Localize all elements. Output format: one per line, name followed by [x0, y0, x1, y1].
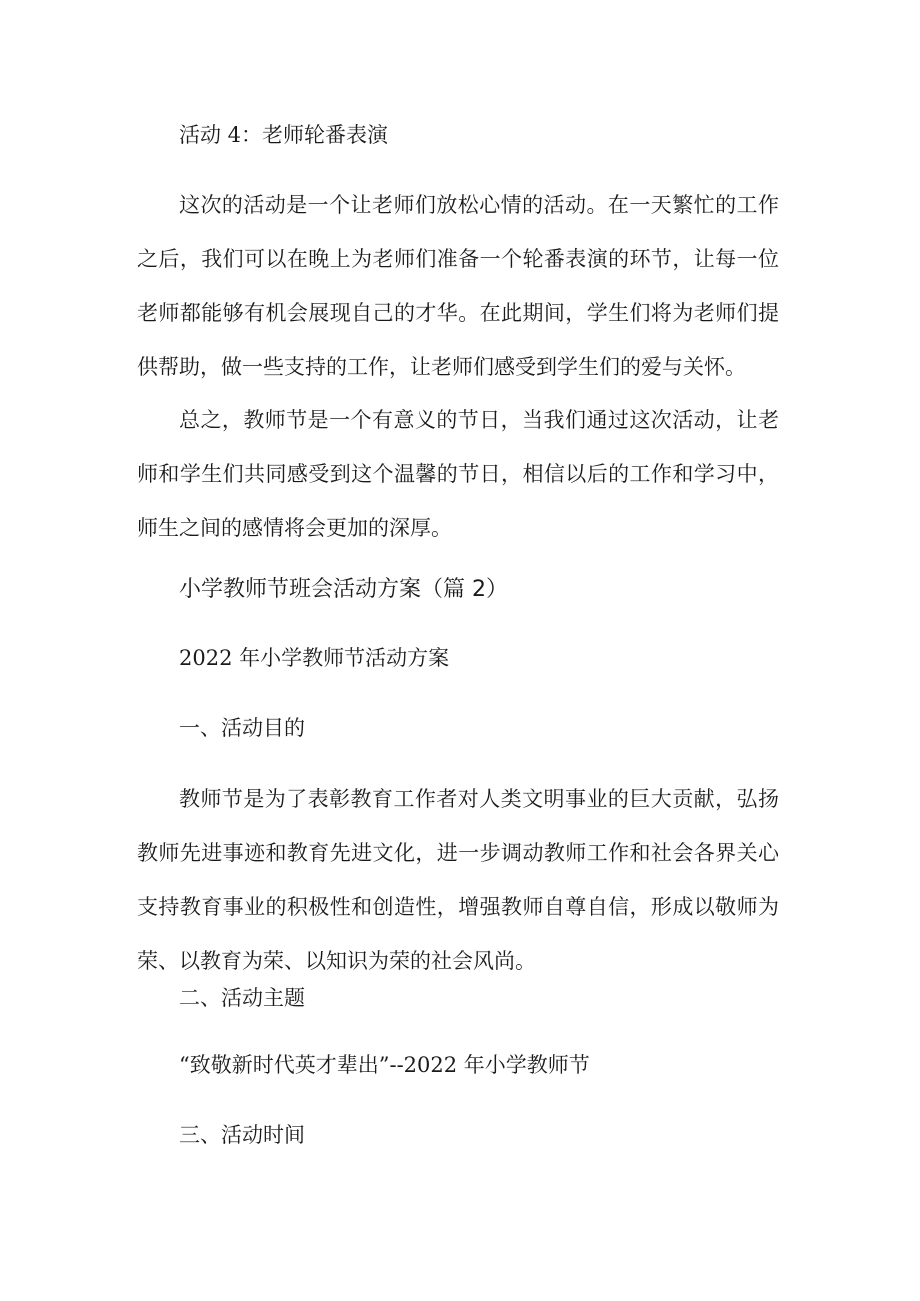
section1-heading: 一、活动目的 — [179, 716, 305, 740]
section2-heading: 二、活动主题 — [179, 986, 305, 1010]
summary-paragraph: 总之，教师节是一个有意义的节日，当我们通过这次活动，让老师和学生们共同感受到这个温馨的节日，相信以后的工作和学习中，师生之间的感情将会更加的深厚。 — [137, 408, 779, 540]
part2-title: 小学教师节班会活动方案（篇 2） — [179, 577, 508, 602]
section3-heading: 三、活动时间 — [179, 1123, 305, 1147]
section2-theme: “致敬新时代英才辈出”--2022 年小学教师节 — [179, 1053, 590, 1077]
plan-title: 2022 年小学教师节活动方案 — [179, 646, 450, 670]
activity4-paragraph: 这次的活动是一个让老师们放松心情的活动。在一天繁忙的工作之后，我们可以在晚上为老师们准备一个轮番表演的环节，让每一位老师都能够有机会展现自己的才华。在此期间，学生们将为老师们提供帮助，做一些支持的工作，让老师们感受到学生们的爱与关怀。 — [137, 193, 779, 379]
activity4-heading: 活动 4：老师轮番表演 — [179, 123, 389, 147]
section1-paragraph: 教师节是为了表彰教育工作者对人类文明事业的巨大贡献，弘扬教师先进事迹和教育先进文化，进一步调动教师工作和社会各界关心支持教育事业的积极性和创造性，增强教师自尊自信，形成以敬师为荣、以教育为荣、以知识为荣的社会风尚。 — [137, 787, 779, 973]
